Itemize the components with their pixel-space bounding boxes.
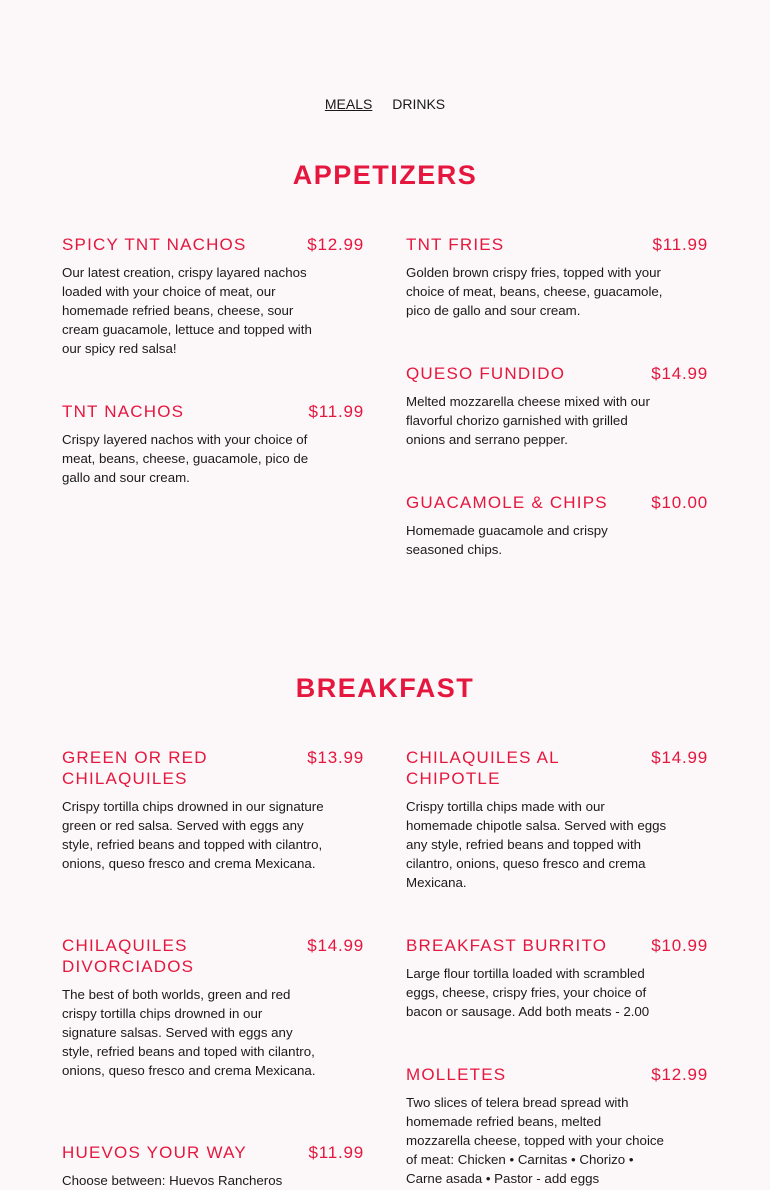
item-description: Choose between: Huevos Rancheros [62,1173,283,1188]
item-price: $12.99 [651,1065,708,1084]
menu-item [406,747,708,892]
menu-item [406,1064,708,1188]
breakfast-title: BREAKFAST [295,673,475,703]
item-price: $11.99 [652,235,708,254]
menu-item [62,1142,364,1190]
menu-item [62,935,364,1080]
item-name: BREAKFAST BURRITO [406,936,608,955]
item-header [62,935,364,977]
menu-item [406,363,708,449]
item-header [406,363,708,384]
tab-drinks[interactable]: DRINKS [392,96,446,112]
item-price: $10.99 [651,936,708,955]
item-description: Crispy tortilla chips made with our homemade chipotle salsa. Served with eggs any style, refried beans and topped with cilantro, onions, queso fresco and crema Mexicana. [406,799,667,890]
menu-item [62,234,364,358]
item-header [406,935,708,956]
item-description: Two slices of telera bread spread with homemade refried beans, melted mozzarella cheese, topped with your choice of meat: Chicken • Carnitas • Chorizo • Carne asada • Pastor - add eggs [406,1095,664,1186]
item-header [62,1142,364,1163]
item-header [406,234,708,255]
item-description: Melted mozzarella cheese mixed with our flavorful chorizo garnished with grilled onions and serrano pepper. [406,394,650,447]
menu-item [406,935,708,1021]
item-price: $14.99 [651,364,708,383]
appetizers-title: APPETIZERS [292,160,478,190]
item-description: Large flour tortilla loaded with scrambled eggs, cheese, crispy fries, your choice of bacon or sausage. Add both meats - 2.00 [406,966,650,1019]
tab-meals[interactable]: MEALS [324,96,373,112]
item-name: CHILAQUILES DIVORCIADOS [62,936,195,976]
item-name: CHILAQUILES AL CHIPOTLE [406,748,560,788]
item-description: The best of both worlds, green and red crispy tortilla chips drowned in our signature salsas. Served with eggs any style, refried beans and toped with cilantro, onions, queso fresco and crema Mexicana. [62,987,316,1078]
item-header [406,492,708,513]
item-price: $11.99 [308,1143,364,1162]
menu-tabs [0,96,770,112]
item-description: Golden brown crispy fries, topped with your choice of meat, beans, cheese, guacamole, pico de gallo and sour cream. [406,265,663,318]
item-name: HUEVOS YOUR WAY [62,1143,247,1162]
item-price: $13.99 [307,748,364,767]
item-description: Crispy layered nachos with your choice of meat, beans, cheese, guacamole, pico de gallo and sour cream. [62,432,309,485]
menu-item [406,492,708,559]
item-header [406,747,708,789]
menu-item [406,234,708,320]
item-price: $12.99 [307,235,364,254]
item-price: $11.99 [308,402,364,421]
item-name: GREEN OR RED CHILAQUILES [62,748,208,788]
item-price: $14.99 [651,748,708,767]
item-name: TNT NACHOS [62,402,185,421]
item-name: QUESO FUNDIDO [406,364,566,383]
item-price: $10.00 [651,493,708,512]
menu-item [62,401,364,487]
item-description: Our latest creation, crispy layared nachos loaded with your choice of meat, our homemade refried beans, cheese, sour cream guacamole, lettuce and topped with our spicy red salsa! [62,265,312,356]
item-name: MOLLETES [406,1065,507,1084]
item-header [62,747,364,789]
menu-item [62,747,364,873]
item-name: TNT FRIES [406,235,505,254]
item-header [62,401,364,422]
item-header [406,1064,708,1085]
item-name: SPICY TNT NACHOS [62,235,247,254]
item-price: $14.99 [307,936,364,955]
item-name: GUACAMOLE & CHIPS [406,493,608,512]
item-description: Crispy tortilla chips drowned in our signature green or red salsa. Served with eggs any style, refried beans and topped with cilantro, onions, queso fresco and crema Mexicana. [62,799,324,871]
item-description: Homemade guacamole and crispy seasoned chips. [406,523,608,557]
item-header [62,234,364,255]
